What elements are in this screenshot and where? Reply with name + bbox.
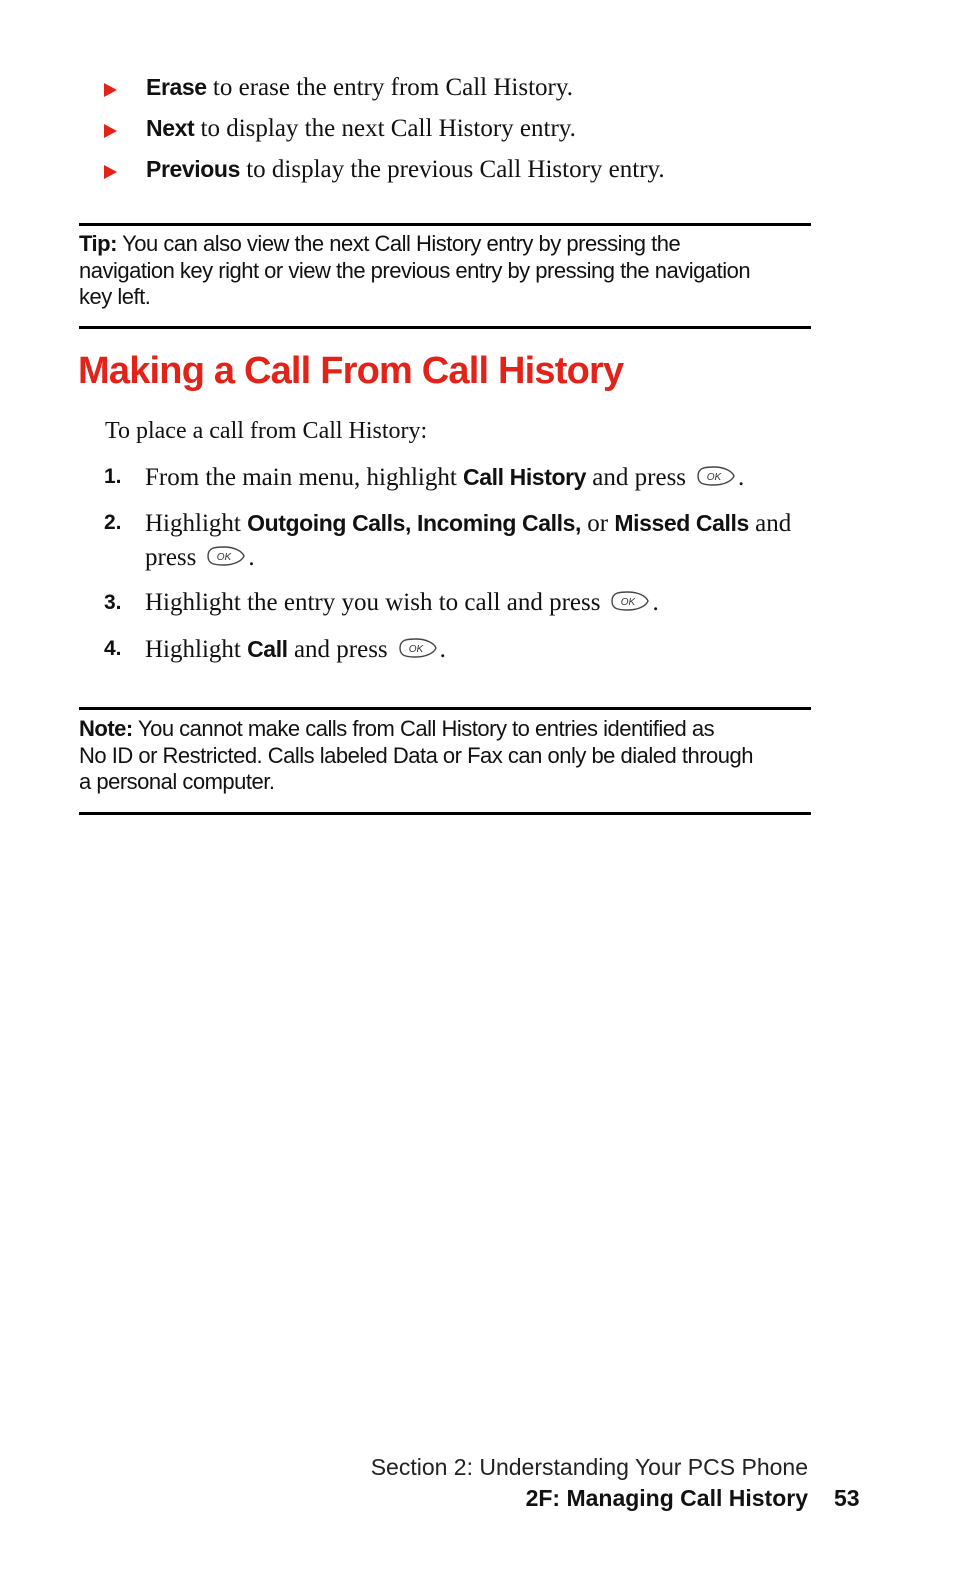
- step-number: 3.: [104, 591, 122, 614]
- note-line: No ID or Restricted. Calls labeled Data or Fax can only be dialed through: [79, 742, 753, 768]
- step-3: 3. Highlight the entry you wish to call and press OK .: [104, 586, 824, 632]
- ok-key-icon: [606, 589, 650, 613]
- note-bottom-rule: [79, 812, 811, 815]
- tip-line: You can also view the next Call History entry by pressing the: [116, 231, 681, 256]
- triangle-bullet-icon: [104, 165, 117, 179]
- triangle-bullet-icon: [104, 124, 117, 138]
- intro-text: To place a call from Call History:: [105, 418, 428, 444]
- ok-key-icon: [202, 544, 246, 568]
- step-number: 1.: [104, 465, 122, 488]
- bullet-label: Next: [146, 115, 195, 141]
- section-heading: Making a Call From Call History: [78, 350, 624, 392]
- tip-bottom-rule: [79, 326, 811, 329]
- note-line: You cannot make calls from Call History to entries identified as: [132, 716, 715, 741]
- note-lead: Note:: [79, 716, 133, 741]
- page-number: 53: [834, 1485, 860, 1511]
- svg-text:OK: OK: [408, 644, 423, 656]
- tip-top-rule: [79, 223, 811, 226]
- bullet-text: to erase the entry from Call History.: [206, 74, 574, 101]
- footer-chapter-title: 2F: Managing Call History: [525, 1485, 808, 1511]
- tip-box: [79, 231, 811, 311]
- tip-lead: Tip:: [79, 231, 117, 256]
- bullet-list: [104, 68, 864, 191]
- bullet-text: to display the next Call History entry.: [194, 115, 576, 142]
- step-list: [104, 460, 824, 678]
- note-box: [79, 716, 811, 796]
- tip-line: navigation key right or view the previous entry by pressing the navigation: [79, 257, 751, 283]
- triangle-bullet-icon: [104, 83, 117, 97]
- bullet-text: to display the previous Call History entry.: [239, 156, 665, 183]
- footer-section-title: Section 2: Understanding Your PCS Phone: [370, 1454, 808, 1480]
- svg-text:OK: OK: [621, 597, 636, 609]
- step-4: 4. Highlight Call and press OK .: [104, 632, 824, 678]
- bullet-label: Previous: [146, 156, 240, 182]
- note-line: a personal computer.: [79, 769, 275, 794]
- svg-text:OK: OK: [706, 472, 722, 484]
- step-number: 2.: [104, 511, 122, 534]
- bullet-label: Erase: [146, 74, 207, 100]
- ok-key-icon: [692, 464, 736, 488]
- bullet-next: [104, 109, 864, 150]
- bullet-previous: [104, 150, 864, 191]
- step-number: 4.: [104, 637, 122, 660]
- ok-key-icon: [394, 636, 438, 660]
- svg-text:OK: OK: [217, 552, 232, 564]
- step-2: 2. Highlight Outgoing Calls, Incoming Calls, or Missed Calls and press OK .: [104, 506, 824, 586]
- bullet-erase: [104, 68, 864, 109]
- step-1: 1. From the main menu, highlight Call History and press OK .: [104, 460, 824, 506]
- note-top-rule: [79, 707, 811, 710]
- tip-line: key left.: [79, 284, 151, 309]
